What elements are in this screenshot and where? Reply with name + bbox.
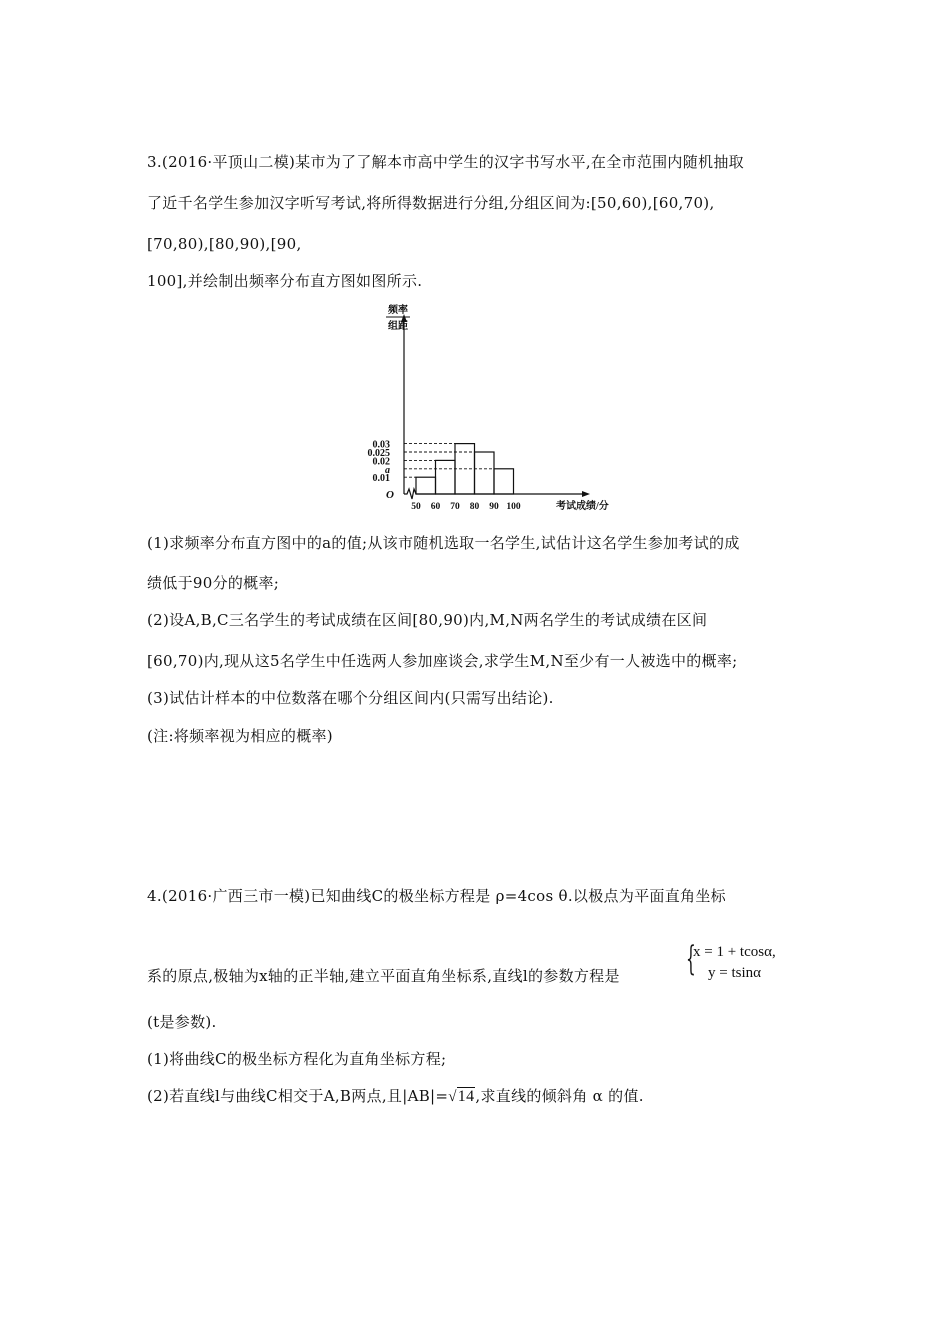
p3-q2-line-1: (2)设A,B,C三名学生的考试成绩在区间[80,90)内,M,N两名学生的考试成绩在区间 — [147, 611, 708, 629]
x-axis-label: 考试成绩/分 — [556, 501, 609, 512]
p3-note: (注:将频率视为相应的概率) — [147, 727, 333, 745]
p4-q1: (1)将曲线C的极坐标方程化为直角坐标方程; — [147, 1050, 447, 1068]
p4-line-1: 4.(2016·广西三市一模)已知曲线C的极坐标方程是 ρ=4cos θ.以极点为平面直角坐标 — [147, 887, 726, 905]
y-label-denominator: 组距 — [388, 321, 408, 332]
histogram-bar — [494, 469, 514, 494]
p3-q3: (3)试估计样本的中位数落在哪个分组区间内(只需写出结论). — [147, 689, 554, 707]
p3-line-3: [70,80),[80,90),[90, — [147, 235, 302, 253]
histogram-bar — [475, 452, 495, 494]
x-axis-arrow-icon — [582, 491, 590, 497]
p3-q1-line-1: (1)求频率分布直方图中的a的值;从该市随机选取一名学生,试估计这名学生参加考试的成 — [147, 534, 740, 552]
x-tick-label: 70 — [450, 502, 460, 512]
y-tick-label: 0.01 — [372, 473, 390, 485]
parametric-equation-system — [686, 941, 816, 983]
left-brace-icon: { — [686, 939, 696, 979]
param-eq-y: y = tsinα — [708, 965, 761, 981]
x-tick-label: 60 — [430, 502, 441, 512]
y-tick-label: 0.02 — [372, 456, 390, 468]
param-eq-x: x = 1 + tcosα, — [693, 944, 776, 960]
y-tick-label: 0.03 — [372, 439, 390, 451]
p3-q1-line-2: 绩低于90分的概率; — [147, 574, 280, 592]
p3-line-4: 100],并绘制出频率分布直方图如图所示. — [147, 272, 423, 290]
p4-q2 — [147, 1086, 644, 1107]
y-tick-label: a — [385, 464, 390, 476]
p3-line-2: 了近千名学生参加汉字听写考试,将所得数据进行分组,分组区间为:[50,60),[60,70), — [147, 194, 715, 212]
y-label-numerator: 频率 — [388, 305, 408, 316]
frequency-histogram — [360, 300, 620, 522]
p4-q2-text-before: (2)若直线l与曲线C相交于A,B两点,且|AB|= — [147, 1087, 449, 1105]
square-root — [448, 1087, 475, 1107]
radical-sign-icon: √ — [448, 1089, 457, 1105]
p4-line-2: 系的原点,极轴为x轴的正半轴,建立平面直角坐标系,直线l的参数方程是 — [147, 967, 620, 985]
x-tick-label: 100 — [506, 502, 521, 512]
x-tick-label: 90 — [489, 502, 499, 512]
radicand: 14 — [457, 1088, 475, 1105]
y-tick-label: 0.025 — [367, 448, 390, 459]
x-tick-label: 50 — [411, 502, 421, 512]
histogram-bar — [436, 460, 456, 494]
origin-label: O — [386, 489, 394, 501]
p3-line-1: 3.(2016·平顶山二模)某市为了了解本市高中学生的汉字书写水平,在全市范围内随机抽取 — [147, 153, 744, 171]
histogram-bar — [416, 477, 436, 494]
p4-q2-text-after: ,求直线的倾斜角 α 的值. — [475, 1087, 644, 1105]
x-tick-label: 80 — [469, 502, 480, 512]
p3-q2-line-2: [60,70)内,现从这5名学生中任选两人参加座谈会,求学生M,N至少有一人被选中的概率; — [147, 652, 738, 670]
p4-line-3: (t是参数). — [147, 1013, 217, 1031]
